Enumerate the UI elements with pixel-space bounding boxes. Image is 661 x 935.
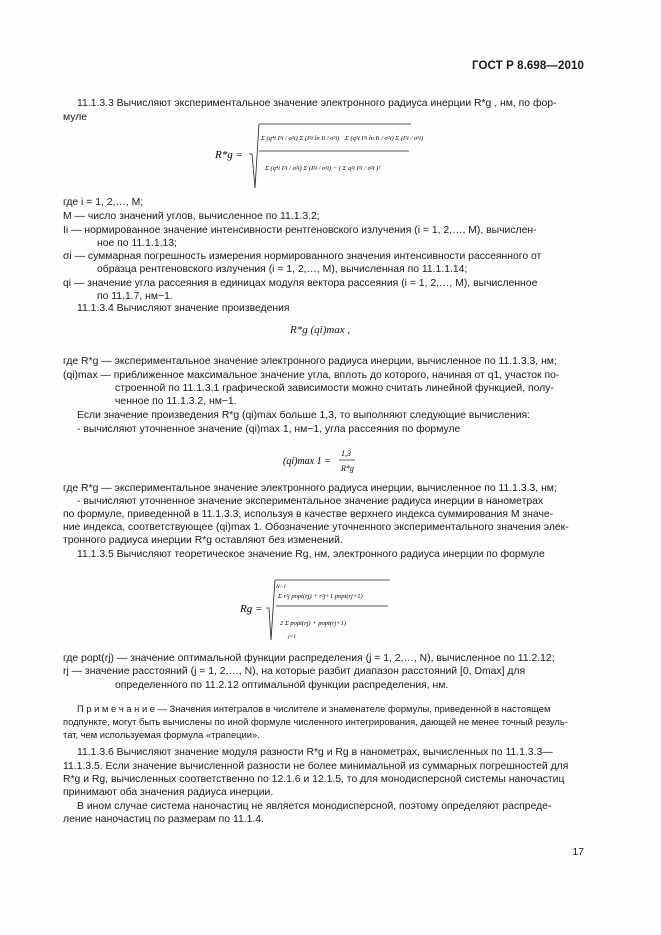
text-line: M — число значений углов, вычисленное по 11.1.3.2; bbox=[63, 211, 320, 222]
formula-3-lhs: (qi)max 1 = bbox=[283, 456, 331, 467]
note-line: подпункте, могут быть вычислены по иной формуле численного интегрирования, дающей не менее точный резуль- bbox=[63, 716, 568, 727]
formula-refined-angle bbox=[283, 446, 363, 480]
formula-1-denominator: Σ (q⁴i I²i / σ²i) Σ (I²i / σ²i) − ( Σ q²i I²i / σ²i )² bbox=[265, 165, 381, 172]
text-line: R*g и Rg, вычисленных соответственно по 12.1.6 и 12.1.5, то для монодисперсной системы наночастиц bbox=[63, 774, 565, 785]
text-line: qi — значение угла рассеяния в единицах модуля вектора рассеяния (i = 1, 2,…, M), вычисленное bbox=[63, 278, 538, 289]
formula-4-numerator: Σ r²j popt(rj) + r²j+1 popt(rj+1) bbox=[278, 593, 363, 600]
text-line: принимают оба значения радиуса инерции. bbox=[63, 787, 274, 798]
text-line: rj — значение расстояний (j = 1, 2,…, N), на которые разбит диапазон расстояний [0, Dmax] для bbox=[63, 666, 526, 677]
formula-1-numerator-b: Σ (q²i I²i ln Ii / σ²i) Σ (I²i / σ²i) bbox=[345, 135, 424, 142]
formula-4-limit-bottom: j=1 bbox=[288, 634, 296, 640]
text-line: ное по 11.1.1.13; bbox=[97, 238, 177, 249]
formula-radius-experimental bbox=[215, 118, 424, 192]
formula-4-denominator: 2 Σ popt(rj) + popt(rj+1) bbox=[280, 620, 347, 627]
formula-4-lhs: Rg = bbox=[240, 603, 263, 615]
text-line: σi — суммарная погрешность измерения нормированного значения интенсивности рассеянного от bbox=[63, 251, 542, 262]
text-line: муле bbox=[63, 112, 88, 123]
text-line: - вычисляют уточненное значение (qi)max 1, нм−1, угла рассеяния по формуле bbox=[77, 424, 461, 435]
text-line: 11.1.3.3 Вычисляют экспериментальное значение электронного радиуса инерции R*g , нм, по фор- bbox=[77, 98, 557, 109]
text-line: 11.1.3.4 Вычисляют значение произведения bbox=[77, 303, 290, 314]
formula-3-denominator: R*g bbox=[341, 464, 354, 473]
text-line: Если значение произведения R*g (qi)max больше 1,3, то выполняют следующие вычисления: bbox=[77, 410, 531, 421]
formula-1-numerator-a: Σ (q⁴i I²i / σ²i) Σ (I²i ln Ii / σ²i) bbox=[261, 135, 340, 142]
formula-product: R*g (qi)max , bbox=[290, 324, 351, 336]
formula-4-limit-top: N−1 bbox=[276, 584, 287, 590]
text-line: 11.1.3.5 Вычисляют теоретическое значение Rg, нм, электронного радиуса инерции по формуле bbox=[77, 549, 545, 560]
text-line: строенной по 11.1.3.1 графической зависимости можно считать линейной функцией, полу- bbox=[115, 383, 554, 394]
page-number: 17 bbox=[572, 846, 584, 858]
text-line: 11.1.3.6 Вычисляют значение модуля разности R*g и Rg в нанометрах, вычисленных по 11.1.3.3— bbox=[77, 747, 553, 758]
text-line: где i = 1, 2,…, M; bbox=[63, 197, 144, 208]
text-line: определенного по 11.2.12 оптимальной функции распределения, нм. bbox=[115, 680, 449, 691]
text-line: - вычисляют уточненное значение экспериментальное значение радиуса инерции в нанометрах bbox=[77, 496, 544, 507]
text-line: ление наночастиц по размерам по 11.1.4. bbox=[63, 814, 264, 825]
text-line: образца рентгеновского излучения (i = 1, 2,…, M), вычисленная по 11.1.1.14; bbox=[97, 264, 468, 275]
text-line: В ином случае система наночастиц не является монодисперсной, поэтому определяют распреде- bbox=[77, 801, 552, 812]
text-line: тронного радиуса инерции R*g оставляют без изменений. bbox=[63, 535, 343, 546]
formula-3-numerator: 1,3 bbox=[341, 449, 351, 458]
formula-1-lhs: R*g = bbox=[215, 149, 243, 161]
text-line: по 11.1.7, нм−1. bbox=[97, 291, 173, 302]
text-line: где R*g — экспериментальное значение электронного радиуса инерции, вычисленное по 11.1.3.3, нм; bbox=[63, 483, 557, 494]
text-line: Ii — нормированное значение интенсивности рентгеновского излучения (i = 1, 2,…, M), вычислен- bbox=[63, 225, 537, 236]
document-header: ГОСТ Р 8.698—2010 bbox=[472, 60, 584, 72]
text-line: где popt(rj) — значение оптимальной функции распределения (j = 1, 2,…, N), вычисленное по 11.2.12; bbox=[63, 653, 555, 664]
formula-radius-theoretical bbox=[240, 578, 400, 646]
text-line: ние индекса, соответствующее (qi)max 1. Обозначение уточненного экспериментального значения элек- bbox=[63, 522, 569, 533]
text-line: (qi)max — приближенное максимальное значение угла, вплоть до которого, начиная от q1, участок по- bbox=[63, 370, 560, 381]
text-line: где R*g — экспериментальное значение электронного радиуса инерции, вычисленное по 11.1.3.3, нм; bbox=[63, 356, 557, 367]
text-line: ченное по 11.1.3.2, нм−1. bbox=[115, 396, 237, 407]
text-line: по формуле, приведенной в 11.1.3.3, используя в качестве верхнего индекса суммирования M значе- bbox=[63, 509, 554, 520]
note-line: П р и м е ч а н и е — Значения интегралов в числителе и знаменателе формулы, приведенной в настоящем bbox=[77, 703, 551, 714]
note-line: тат, чем используемая формула «трапеции». bbox=[63, 729, 260, 740]
text-line: 11.1.3.5. Если значение вычисленной разности не более минимальной из суммарных погрешностей для bbox=[63, 761, 569, 772]
